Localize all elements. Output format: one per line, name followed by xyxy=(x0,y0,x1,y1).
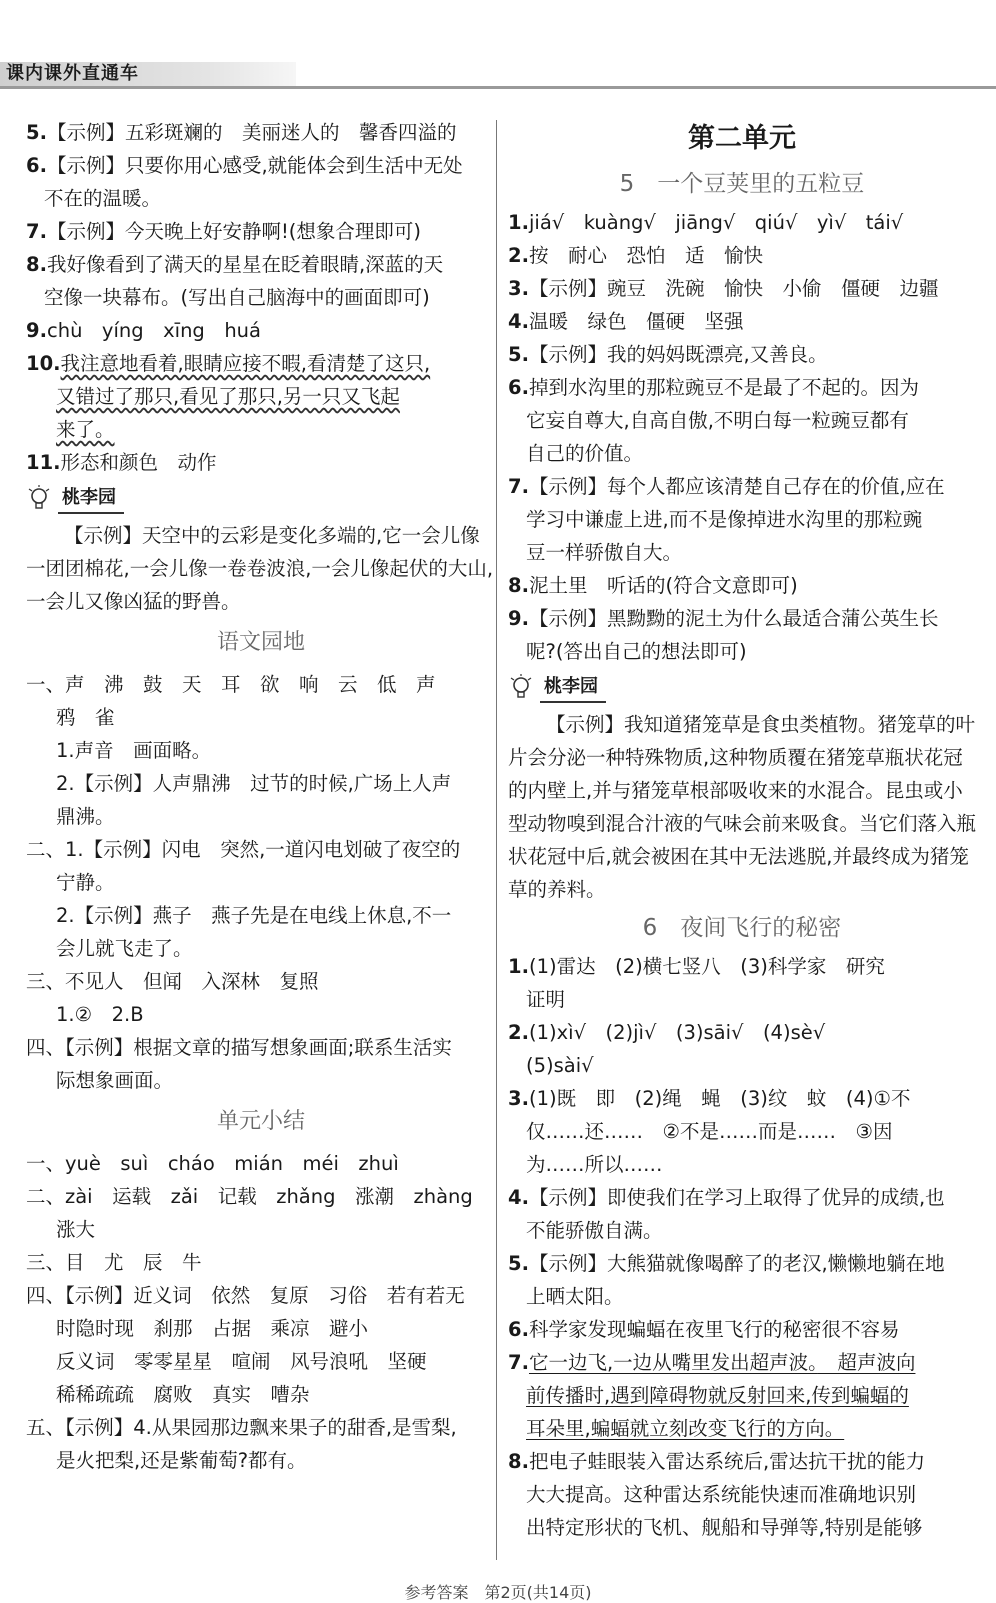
answer-line: 学习中谦虚上进,而不是像掉进水沟里的那粒豌 xyxy=(526,508,923,531)
answer-line: 5.【示例】大熊猫就像喝醉了的老汉,懒懒地躺在地 xyxy=(508,1252,945,1275)
answer-line: 五、【示例】4.从果园那边飘来果子的甜香,是雪梨, xyxy=(26,1416,457,1439)
answer-line: 7.【示例】每个人都应该清楚自己存在的价值,应在 xyxy=(508,475,945,498)
answer-line: 呢?(答出自己的想法即可) xyxy=(526,640,747,663)
badge-label: 桃李园 xyxy=(540,673,606,703)
answer-line: 8.我好像看到了满天的星星在眨着眼睛,深蓝的天 xyxy=(26,253,444,276)
answer-line: 空像一块幕布。(写出自己脑海中的画面即可) xyxy=(44,286,430,309)
taoliyuan-badge xyxy=(508,668,976,708)
answer-10 xyxy=(26,347,496,446)
left-answer-group-a xyxy=(26,116,496,347)
answer-line: 2.【示例】人声鼎沸 过节的时候,广场上人声 xyxy=(56,772,452,795)
answer-line: 1.(1)雷达 (2)横七竖八 (3)科学家 研究 xyxy=(508,955,885,978)
answer-line: 1.② 2.B xyxy=(56,1003,144,1026)
answer-line: 大大提高。这种雷达系统能快速而准确地识别 xyxy=(526,1483,917,1506)
answer-line: 一、声 沸 鼓 天 耳 欲 响 云 低 声 xyxy=(26,673,436,696)
top-margin xyxy=(0,0,996,62)
answer-line: 1.声音 画面略。 xyxy=(56,739,212,762)
section-title-yuwen: 语文园地 xyxy=(216,630,305,655)
answer-line: 2.按 耐心 恐怕 适 愉快 xyxy=(508,244,763,267)
answer-line: 三、不见人 但闻 入深林 复照 xyxy=(26,970,319,993)
answer-line: 6.【示例】只要你用心感受,就能体会到生活中无处 xyxy=(26,154,463,177)
answer-line: 豆一样骄傲自大。 xyxy=(526,541,683,564)
answer-line: 二、zài 运载 zǎi 记载 zhǎng 涨潮 zhàng xyxy=(26,1185,473,1208)
answer-line: 4.【示例】即使我们在学习上取得了优异的成绩,也 xyxy=(508,1186,945,1209)
lesson-6-title: 6 夜间飞行的秘密 xyxy=(642,915,842,941)
answer-line: 3.(1)既 即 (2)绳 蝇 (3)纹 蚊 (4)①不 xyxy=(508,1087,911,1110)
answer-line: 7.【示例】今天晚上好安静啊!(想象合理即可) xyxy=(26,220,422,243)
answer-line: 7.它一边飞,一边从嘴里发出超声波。 超声波向 xyxy=(508,1351,916,1374)
answer-7 xyxy=(508,1346,976,1445)
answer-line: 8.泥土里 听话的(符合文意即可) xyxy=(508,574,798,597)
unit-title: 第二单元 xyxy=(688,123,796,154)
answer-line: 二、1.【示例】闪电 突然,一道闪电划破了夜空的 xyxy=(26,838,461,861)
answer-line: 9.【示例】黑黝黝的泥土为什么最适合蒲公英生长 xyxy=(508,607,939,630)
answer-line: 四、【示例】根据文章的描写想象画面;联系生活实 xyxy=(26,1036,452,1059)
answer-line: 8.把电子蛙眼装入雷达系统后,雷达抗干扰的能力 xyxy=(508,1450,926,1473)
answer-line: 前传播时,遇到障碍物就反射回来,传到蝙蝠的 xyxy=(526,1384,909,1407)
answer-line: 5.【示例】五彩斑斓的 美丽迷人的 馨香四溢的 xyxy=(26,121,457,144)
badge-label: 桃李园 xyxy=(58,484,124,514)
lesson-5-answers xyxy=(508,206,976,668)
yuwen-answers xyxy=(26,668,496,1097)
answer-line: (5)sài√ xyxy=(526,1054,594,1077)
answer-line: 6.科学家发现蝙蝠在夜里飞行的秘密很不容易 xyxy=(508,1318,900,1341)
lesson-6-answers xyxy=(508,950,976,1346)
answer-line: 三、目 尤 辰 牛 xyxy=(26,1251,202,1274)
answer-line: 6.掉到水沟里的那粒豌豆不是最了不起的。因为 xyxy=(508,376,919,399)
section-title-xiaojie: 单元小结 xyxy=(216,1109,305,1134)
answer-line: 9.chù yíng xīng huá xyxy=(26,319,261,342)
answer-line: 2.(1)xì√ (2)jì√ (3)sāi√ (4)sè√ xyxy=(508,1021,826,1044)
answer-11: 11.形态和颜色 动作 xyxy=(26,451,217,474)
header-rule xyxy=(0,86,996,89)
answer-line: 出特定形状的飞机、舰船和导弹等,特别是能够 xyxy=(526,1516,923,1539)
answer-line: 涨大 xyxy=(56,1218,96,1241)
column-divider xyxy=(496,120,497,1560)
answer-line: 际想象画面。 xyxy=(56,1069,174,1092)
answer-line: 10.我注意地看着,眼睛应接不暇,看清楚了这只, xyxy=(26,352,431,375)
taoliyuan-badge xyxy=(26,479,496,519)
answer-line: 鼎沸。 xyxy=(56,805,115,828)
answer-line: 是火把梨,还是紫葡萄?都有。 xyxy=(56,1449,307,1472)
answer-line: 仅……还…… ②不是……而是…… ③因 xyxy=(526,1120,893,1143)
taoliyuan-paragraph: 【示例】天空中的云彩是变化多端的,它一会儿像一团团棉花,一会儿像一卷卷波浪,一会儿像起伏的大山,一会儿又像凶猛的野兽。 xyxy=(26,524,494,613)
answer-line: 4.温暖 绿色 僵硬 坚强 xyxy=(508,310,744,333)
answer-line: 3.【示例】豌豆 洗碗 愉快 小偷 僵硬 边疆 xyxy=(508,277,939,300)
answer-line: 它妄自尊大,自高自傲,不明白每一粒豌豆都有 xyxy=(526,409,909,432)
page-footer: 参考答案 第2页(共14页) xyxy=(404,1583,592,1602)
answer-8 xyxy=(508,1445,976,1544)
answer-line: 不在的温暖。 xyxy=(44,187,162,210)
answer-line: 1.jiá√ kuàng√ jiāng√ qiú√ yì√ tái√ xyxy=(508,211,904,234)
answer-line: 2.【示例】燕子 燕子先是在电线上休息,不一 xyxy=(56,904,452,927)
answer-line: 四、【示例】近义词 依然 复原 习俗 若有若无 xyxy=(26,1284,465,1307)
answer-line: 来了。 xyxy=(56,418,115,441)
answer-line: 反义词 零零星星 喧闹 风号浪吼 坚硬 xyxy=(56,1350,427,1373)
answer-line: 鸦 雀 xyxy=(56,706,115,729)
answer-line: 稀稀疏疏 腐败 真实 嘈杂 xyxy=(56,1383,310,1406)
right-column xyxy=(508,116,976,1544)
answer-line: 为……所以…… xyxy=(526,1153,663,1176)
answer-line: 证明 xyxy=(526,988,566,1011)
answer-line: 耳朵里,蝙蝠就立刻改变飞行的方向。 xyxy=(526,1417,845,1440)
answer-line: 又错过了那只,看见了那只,另一只又飞起 xyxy=(56,385,400,408)
lightbulb-icon xyxy=(508,674,534,702)
lightbulb-icon xyxy=(26,485,52,513)
answer-line: 宁静。 xyxy=(56,871,115,894)
answer-line: 自己的价值。 xyxy=(526,442,644,465)
answer-line: 一、yuè suì cháo mián méi zhuì xyxy=(26,1152,399,1175)
answer-line: 会儿就飞走了。 xyxy=(56,937,193,960)
header-title: 课内课外直通车 xyxy=(0,62,296,86)
lesson-5-title: 5 一个豆荚里的五粒豆 xyxy=(619,171,865,197)
answer-line: 不能骄傲自满。 xyxy=(526,1219,663,1242)
taoliyuan-paragraph: 【示例】我知道猪笼草是食虫类植物。猪笼草的叶片会分泌一种特殊物质,这种物质覆在猪笼草瓶状花冠的内壁上,并与猪笼草根部吸收来的水混合。昆虫或小型动物嗅到混合汁液的气味会前来吸食。当它们落入瓶状花冠中后,就会被困在其中无法逃脱,并最终成为猪笼草的养料。 xyxy=(508,713,977,901)
left-column xyxy=(26,116,496,1477)
answer-line: 5.【示例】我的妈妈既漂亮,又善良。 xyxy=(508,343,828,366)
answer-line: 上晒太阳。 xyxy=(526,1285,624,1308)
xiaojie-answers xyxy=(26,1147,496,1477)
answer-line: 时隐时现 刹那 占据 乘凉 避小 xyxy=(56,1317,369,1340)
